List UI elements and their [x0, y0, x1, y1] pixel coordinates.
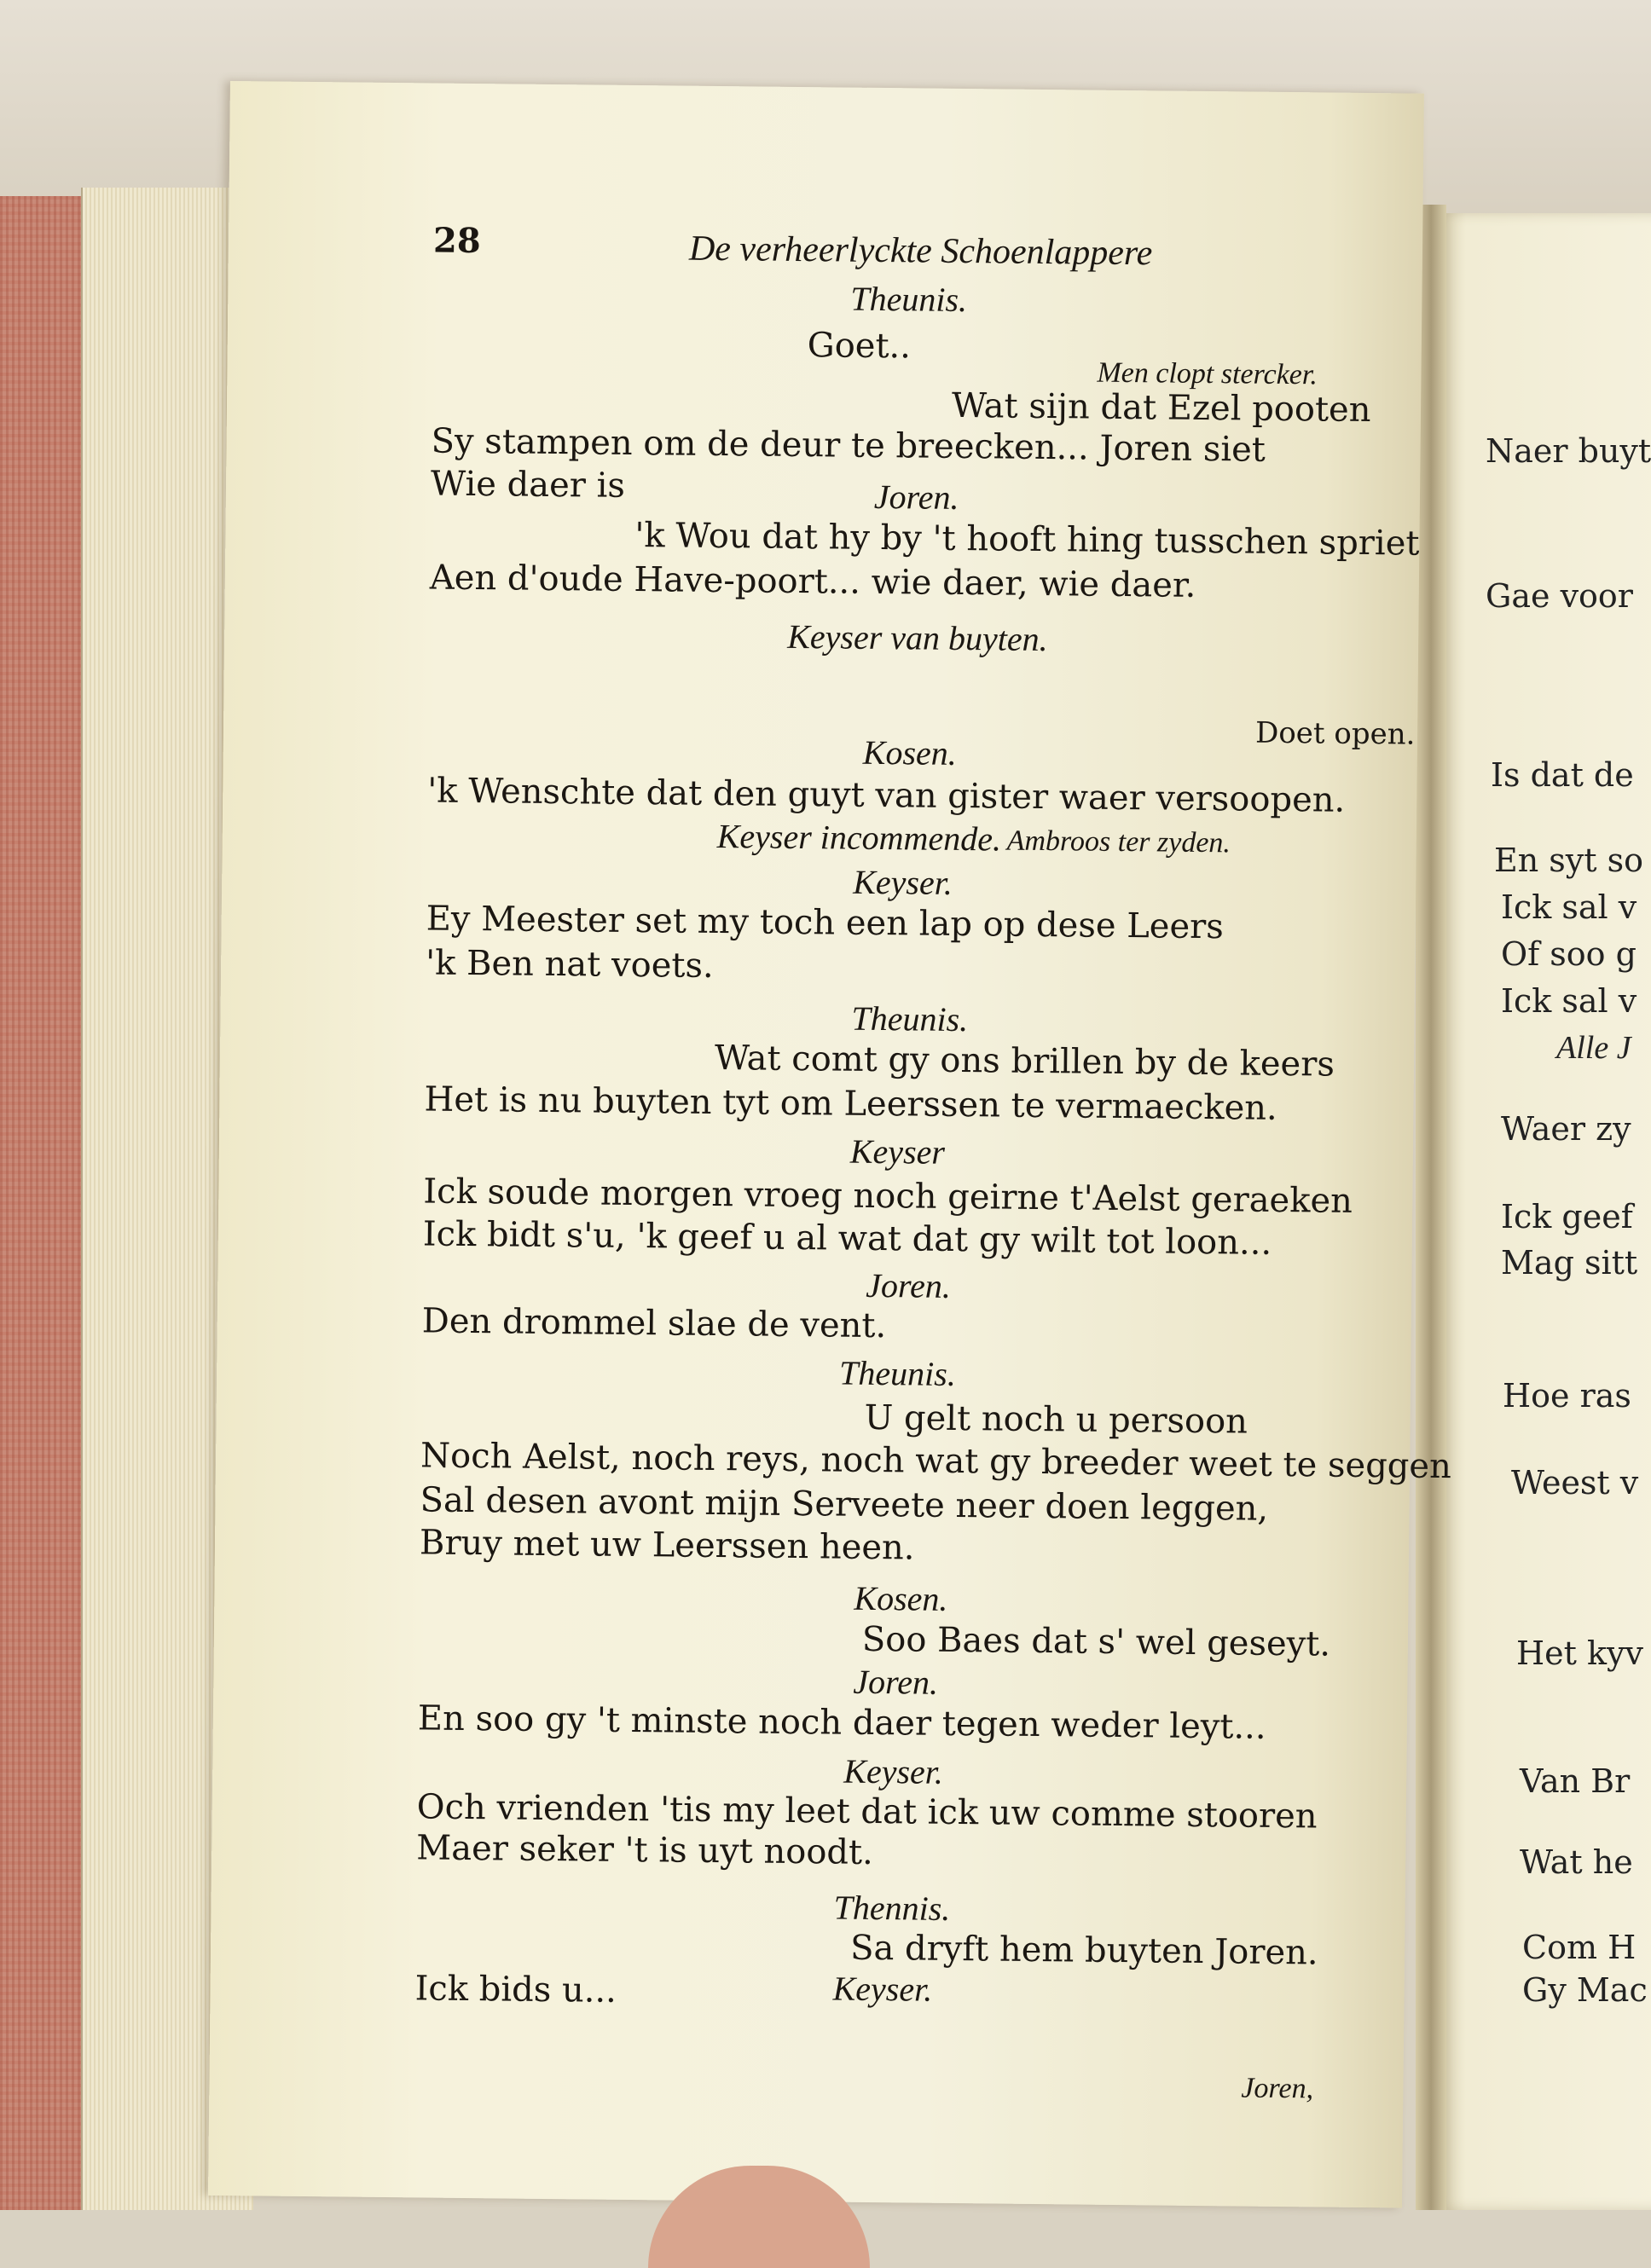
verse-line: Sa dryft hem buyten Joren.: [849, 1928, 1318, 1973]
verse-line: Ick bids u...: [414, 1969, 617, 2011]
running-title: De verheerlyckte Schoenlappere: [688, 229, 1153, 274]
stage-direction: Doet open.: [1254, 715, 1416, 752]
catchword: Joren,: [1241, 2072, 1314, 2105]
facing-line: Of soo g: [1501, 935, 1637, 973]
speaker-heading: Theunis.: [850, 279, 968, 320]
page-number: 28: [432, 220, 481, 262]
verse-line: 'k Wou dat hy by 't hooft hing tusschen spriet: [634, 515, 1420, 564]
facing-line: Waer zy: [1501, 1110, 1631, 1148]
verse-line: Ick soude morgen vroeg noch geirne t'Aelst geraeken: [423, 1172, 1353, 1221]
verse-line: En soo gy 't minste noch daer tegen weder leyt...: [417, 1698, 1266, 1747]
verse-line: 'k Ben nat voets.: [425, 943, 714, 986]
facing-line: Het kyv: [1516, 1634, 1643, 1672]
book-gutter: [1416, 205, 1446, 2210]
facing-line: Alle J: [1556, 1030, 1631, 1066]
verse-line: Goet..: [807, 326, 912, 367]
facing-line: Ick sal v: [1501, 888, 1637, 926]
speaker-heading: Keyser.: [832, 1969, 933, 2009]
verse-line: Maer seker 't is uyt noodt.: [416, 1828, 874, 1873]
facing-line: Is dat de: [1491, 756, 1634, 794]
speaker-heading: Joren.: [873, 477, 959, 517]
facing-line: Weest v: [1511, 1464, 1639, 1501]
speaker-heading: Keyser: [849, 1131, 946, 1172]
facing-line: En syt so: [1494, 842, 1643, 879]
speaker-heading: Keyser incommende.: [716, 817, 1002, 859]
verse-line: Bruy met uw Leerssen heen.: [419, 1523, 915, 1568]
facing-line: Gy Mac: [1522, 1971, 1648, 2009]
facing-line: Ick sal v: [1501, 982, 1637, 1020]
verse-line: U gelt noch u persoon: [864, 1397, 1248, 1442]
facing-line: Van Br: [1520, 1762, 1631, 1800]
verse-line: Och vrienden 'tis my leet dat ick uw comme stooren: [416, 1787, 1318, 1837]
verse-line: Ey Meester set my toch een lap op dese Leers: [426, 899, 1225, 947]
speaker-heading: Keyser.: [843, 1751, 944, 1791]
verse-line: Sy stampen om de deur te breecken... Joren siet: [431, 421, 1266, 470]
speaker-heading: Keyser van buyten.: [786, 616, 1048, 659]
speaker-heading: Kosen.: [854, 1578, 948, 1618]
speaker-heading: Keyser.: [852, 862, 953, 902]
facing-line: Wat he: [1520, 1843, 1633, 1881]
speaker-heading: Theunis.: [838, 1353, 957, 1393]
facing-line: Mag sitt: [1501, 1244, 1638, 1282]
facing-line: Gae voor: [1486, 577, 1633, 615]
speaker-heading: Kosen.: [862, 732, 958, 772]
verse-line: Wat comt gy ons brillen by de keers: [714, 1039, 1335, 1085]
verse-line: Soo Baes dat s' wel geseyt.: [861, 1619, 1331, 1664]
verse-line: Het is nu buyten tyt om Leerssen te vermaecken.: [424, 1079, 1278, 1128]
verse-line: 'k Wenschte dat den guyt van gister waer versoopen.: [427, 771, 1346, 820]
facing-line: Hoe ras: [1503, 1377, 1631, 1415]
verse-line: Ick bidt s'u, 'k geef u al wat dat gy wilt tot loon...: [422, 1214, 1272, 1263]
verse-line: Aen d'oude Have-poort... wie daer, wie daer.: [429, 558, 1196, 605]
stage-direction: Men clopt stercker.: [1097, 356, 1318, 391]
book-page: [208, 81, 1452, 2208]
stage-direction: Ambroos ter zyden.: [1006, 824, 1231, 859]
speaker-heading: Thennis.: [833, 1888, 951, 1928]
speaker-heading: Joren.: [853, 1662, 939, 1702]
speaker-heading: Joren.: [866, 1265, 952, 1305]
facing-line: Naer buyt: [1486, 432, 1651, 470]
verse-line: Noch Aelst, noch reys, noch wat gy breeder weet te seggen: [420, 1436, 1452, 1487]
facing-line: Ick geef: [1501, 1198, 1633, 1235]
verse-line: Den drommel slae de vent.: [421, 1301, 887, 1346]
verse-line: Sal desen avont mijn Serveete neer doen leggen,: [420, 1480, 1269, 1529]
speaker-heading: Theunis.: [851, 998, 969, 1039]
verse-line: Wie daer is: [430, 464, 626, 506]
facing-line: Com H: [1522, 1929, 1637, 1966]
verse-line: Wat sijn dat Ezel pooten: [951, 385, 1371, 431]
